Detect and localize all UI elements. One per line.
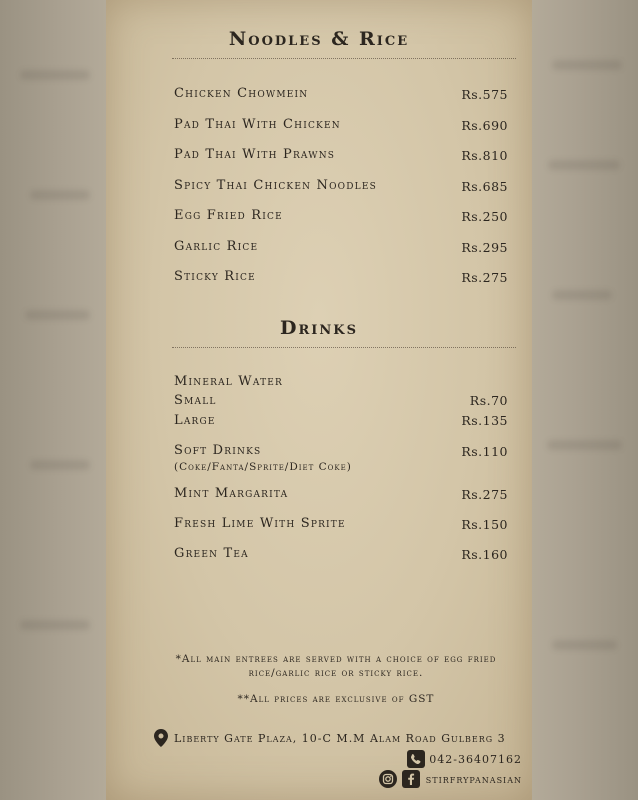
gst-note: **All prices are exclusive of GST xyxy=(237,693,435,705)
menu-item-price: Rs.685 xyxy=(461,179,508,194)
menu-item-name: Mineral Water xyxy=(174,374,284,389)
divider xyxy=(172,347,516,348)
address-line xyxy=(154,729,506,747)
blur-stroke xyxy=(548,160,620,170)
menu-item-name: Mint Margarita xyxy=(174,486,289,501)
blur-stroke xyxy=(20,620,90,630)
menu-page xyxy=(106,0,532,800)
blur-stroke xyxy=(30,190,90,200)
menu-item-variant: Large xyxy=(174,413,216,428)
menu-item-name: Green Tea xyxy=(174,546,249,561)
menu-item-price: Rs.250 xyxy=(461,209,508,224)
menu-item-price: Rs.810 xyxy=(461,148,508,163)
instagram-icon xyxy=(379,770,397,788)
facebook-icon xyxy=(402,770,420,788)
menu-item-name: Pad Thai With Prawns xyxy=(174,147,336,162)
blur-stroke xyxy=(552,290,612,300)
blur-stroke xyxy=(30,460,90,470)
social-handle: stirfrypanasian xyxy=(425,772,522,786)
menu-item-detail: (Coke/Fanta/Sprite/Diet Coke) xyxy=(174,461,352,473)
menu-item-price: Rs.275 xyxy=(461,270,508,285)
map-pin-icon xyxy=(154,729,168,747)
blur-stroke xyxy=(552,60,622,70)
divider xyxy=(172,58,516,59)
blurred-background-left xyxy=(0,0,106,800)
blur-stroke xyxy=(547,440,622,450)
blur-stroke xyxy=(552,640,617,650)
blur-stroke xyxy=(20,70,90,80)
menu-item-price: Rs.160 xyxy=(461,547,508,562)
blurred-background-right xyxy=(532,0,638,800)
menu-item-price: Rs.690 xyxy=(461,118,508,133)
menu-item-name: Garlic Rice xyxy=(174,239,259,254)
menu-item-name: Sticky Rice xyxy=(174,269,256,284)
menu-item-name: Soft Drinks xyxy=(174,443,262,458)
menu-item-variant: Small xyxy=(174,393,217,408)
social-line xyxy=(379,770,522,788)
address-text: Liberty Gate Plaza, 10-C M.M Alam Road Gulberg 3 xyxy=(174,731,506,745)
menu-item-name: Egg Fried Rice xyxy=(174,208,283,223)
section-title-noodles: Noodles & Rice xyxy=(228,28,410,50)
menu-item-name: Chicken Chowmein xyxy=(174,86,309,101)
menu-item-name: Fresh Lime With Sprite xyxy=(174,516,346,531)
phone-number: 042-36407162 xyxy=(429,752,522,766)
menu-item-price: Rs.295 xyxy=(461,240,508,255)
menu-item-price: Rs.150 xyxy=(461,517,508,532)
menu-item-price: Rs.575 xyxy=(461,87,508,102)
entrees-note: *All main entrees are served with a choice of egg fried rice/garlic rice or sticky rice. xyxy=(175,653,497,679)
menu-item-price: Rs.110 xyxy=(461,444,508,459)
menu-item-name: Pad Thai With Chicken xyxy=(174,117,341,132)
section-title-drinks: Drinks xyxy=(280,317,358,339)
phone-icon xyxy=(407,750,425,768)
menu-item-name: Spicy Thai Chicken Noodles xyxy=(174,178,377,193)
phone-line xyxy=(407,750,522,768)
menu-item-price: Rs.275 xyxy=(461,487,508,502)
blur-stroke xyxy=(25,310,90,320)
menu-item-price: Rs.135 xyxy=(461,413,508,428)
menu-item-price: Rs.70 xyxy=(469,393,508,408)
